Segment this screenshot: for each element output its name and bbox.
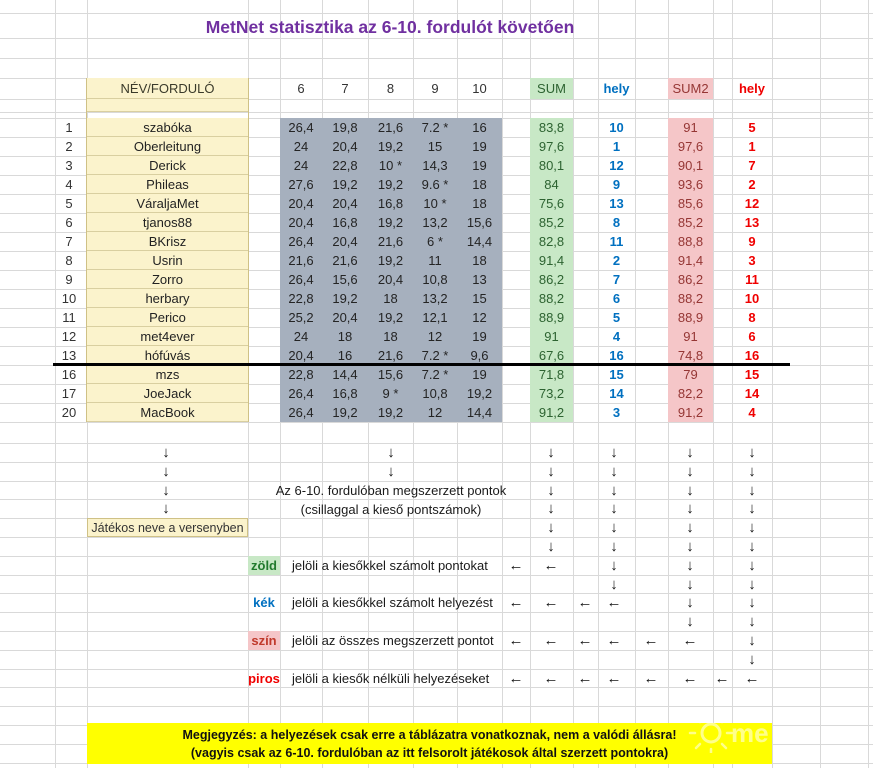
round6-cell[interactable]: 20,4 (288, 196, 314, 211)
row-rank-label: 3 (65, 158, 73, 173)
player-name-cell[interactable]: Oberleitung (87, 137, 248, 156)
down-arrow-icon: ↓ (610, 538, 618, 555)
row-rank-label: 2 (65, 139, 73, 154)
round8-cell[interactable]: 19,2 (377, 177, 404, 192)
hely-cell[interactable]: 6 (612, 291, 621, 306)
down-arrow-icon: ↓ (686, 594, 694, 612)
round9-cell[interactable]: 10,8 (422, 386, 448, 401)
round10-cell[interactable]: 14,4 (466, 234, 493, 249)
down-arrow-icon: ↓ (547, 538, 555, 555)
round7-cell[interactable]: 20,4 (332, 196, 358, 211)
watermark-text: me (731, 718, 769, 748)
sum-cell[interactable]: 71,8 (538, 367, 565, 382)
round7-cell[interactable]: 15,6 (332, 272, 358, 287)
sum2-cell[interactable]: 88,2 (677, 291, 704, 306)
round6-cell[interactable]: 20,4 (288, 215, 314, 230)
round6-cell[interactable]: 22,8 (288, 291, 314, 306)
player-name-cell[interactable]: Perico (87, 308, 248, 327)
left-arrow-icon: ← (508, 669, 524, 687)
hely-header[interactable]: hely (603, 81, 630, 96)
legend-chip-piros: piros (248, 671, 280, 686)
hely-cell[interactable]: 16 (609, 348, 624, 363)
down-arrow-icon: ↓ (162, 444, 170, 461)
round9-header[interactable]: 9 (431, 81, 439, 96)
round10-cell[interactable]: 9,6 (470, 348, 489, 363)
sum-header[interactable]: SUM (530, 78, 573, 99)
down-arrow-icon: ↓ (162, 500, 170, 518)
down-arrow-icon: ↓ (547, 519, 555, 537)
table-row (0, 289, 873, 308)
round8-cell[interactable]: 18 (383, 291, 398, 306)
row-rank-label: 10 (61, 291, 77, 306)
round10-cell[interactable]: 18 (472, 196, 487, 211)
round6-cell[interactable]: 24 (293, 329, 309, 344)
round7-cell[interactable]: 16 (337, 348, 353, 363)
round7-cell[interactable]: 20,4 (332, 139, 358, 154)
round6-cell[interactable]: 24 (293, 139, 309, 154)
down-arrow-icon: ↓ (748, 519, 756, 537)
round10-cell[interactable]: 19 (472, 158, 487, 173)
down-arrow-icon: ↓ (162, 481, 170, 499)
sum2-cell[interactable]: 88,9 (677, 310, 704, 325)
sum-cell[interactable]: 88,9 (538, 310, 565, 325)
hely2-cell[interactable]: 7 (748, 158, 756, 173)
gridline (0, 13, 873, 14)
sum2-cell[interactable]: 85,2 (677, 215, 704, 230)
round8-cell[interactable]: 18 (383, 329, 398, 344)
hely-cell[interactable]: 10 (609, 120, 624, 135)
hely2-cell[interactable]: 10 (744, 291, 760, 306)
down-arrow-icon: ↓ (610, 444, 618, 461)
hely-cell[interactable]: 11 (609, 234, 624, 249)
table-row (0, 156, 873, 175)
hely-cell[interactable]: 2 (612, 253, 621, 268)
round7-cell[interactable]: 19,8 (332, 120, 358, 135)
left-arrow-icon: ← (714, 669, 730, 687)
down-arrow-icon: ↓ (748, 481, 756, 499)
hely2-header[interactable]: hely (738, 81, 765, 96)
left-arrow-icon: ← (508, 556, 524, 574)
hely-cell[interactable]: 3 (612, 405, 621, 420)
sum2-cell[interactable]: 91,2 (677, 405, 704, 420)
round9-cell[interactable]: 12,1 (422, 310, 448, 325)
legend-chip-szin: szín (248, 631, 280, 650)
down-arrow-icon: ↓ (686, 538, 694, 555)
legend-text-szin: jelöli az összes megszerzett pontot (292, 633, 494, 648)
hely2-cell[interactable]: 11 (745, 272, 759, 287)
round7-cell[interactable]: 19,2 (332, 405, 358, 420)
hely2-cell[interactable]: 14 (744, 386, 760, 401)
round9-cell[interactable]: 9.6 * (421, 177, 449, 192)
hely-cell[interactable]: 5 (612, 310, 621, 325)
down-arrow-icon: ↓ (748, 462, 756, 480)
down-arrow-icon: ↓ (686, 462, 694, 480)
round8-cell[interactable]: 19,2 (377, 310, 404, 325)
down-arrow-icon: ↓ (748, 613, 756, 631)
down-arrow-icon: ↓ (547, 444, 555, 461)
player-name-cell[interactable]: BKrisz (87, 232, 248, 251)
round8-cell[interactable]: 15,6 (377, 367, 404, 382)
round9-cell[interactable]: 13,2 (422, 291, 448, 306)
down-arrow-icon: ↓ (387, 462, 395, 480)
row-rank-label: 1 (65, 120, 73, 135)
sum2-cell[interactable]: 90,1 (677, 158, 704, 173)
player-name-cell[interactable]: VáraljaMet (87, 194, 248, 213)
legend-text-piros: jelöli a kiesők nélküli helyezéseket (292, 671, 490, 686)
left-arrow-icon: ← (682, 632, 698, 649)
hely-cell[interactable]: 9 (612, 177, 621, 192)
sum-cell[interactable]: 85,2 (538, 215, 565, 230)
sum-cell[interactable]: 84 (544, 177, 559, 192)
round9-cell[interactable]: 13,2 (422, 215, 448, 230)
round8-cell[interactable]: 20,4 (377, 272, 404, 287)
hely-cell[interactable]: 1 (612, 139, 621, 154)
round7-cell[interactable]: 21,6 (332, 253, 358, 268)
round10-header[interactable]: 10 (472, 81, 487, 96)
row-rank-label: 9 (65, 272, 73, 287)
down-arrow-icon: ↓ (547, 462, 555, 480)
down-arrow-icon: ↓ (547, 481, 555, 499)
sum-cell[interactable]: 91,2 (538, 405, 565, 420)
round9-cell[interactable]: 12 (427, 405, 443, 420)
down-arrow-icon: ↓ (610, 500, 618, 518)
sum2-cell[interactable]: 85,6 (677, 196, 704, 211)
sum2-cell[interactable]: 91,4 (677, 253, 704, 268)
table-row (0, 365, 873, 384)
left-arrow-icon: ← (744, 669, 760, 687)
down-arrow-icon: ↓ (387, 444, 395, 461)
round10-cell[interactable]: 18 (472, 253, 487, 268)
down-arrow-icon: ↓ (748, 594, 756, 612)
down-arrow-icon: ↓ (748, 444, 756, 461)
round7-cell[interactable]: 16,8 (332, 215, 358, 230)
name-column-header[interactable]: NÉV/FORDULÓ (87, 78, 248, 99)
table-row (0, 118, 873, 137)
down-arrow-icon: ↓ (547, 500, 555, 518)
sum-cell[interactable]: 97,6 (538, 139, 565, 154)
round9-cell[interactable]: 11 (428, 253, 442, 268)
hely-cell[interactable]: 7 (612, 272, 621, 287)
round8-cell[interactable]: 21,6 (377, 234, 404, 249)
round8-cell[interactable]: 21,6 (377, 348, 404, 363)
player-name-cell[interactable]: JoeJack (87, 384, 248, 403)
round7-header[interactable]: 7 (341, 81, 349, 96)
page-title: MetNet statisztika az 6-10. fordulót követően (205, 17, 575, 37)
round8-cell[interactable]: 19,2 (377, 253, 404, 268)
down-arrow-icon: ↓ (748, 556, 756, 574)
round10-cell[interactable]: 19 (472, 367, 487, 382)
hely2-cell[interactable]: 2 (748, 177, 756, 192)
left-arrow-icon: ← (682, 669, 698, 687)
row-rank-label: 4 (65, 177, 73, 192)
round6-cell[interactable]: 26,4 (288, 405, 314, 420)
row-rank-label: 13 (61, 348, 77, 363)
round8-header[interactable]: 8 (386, 81, 395, 96)
left-arrow-icon: ← (543, 632, 559, 649)
hely-cell[interactable]: 13 (609, 196, 624, 211)
sum2-cell[interactable]: 91 (683, 329, 698, 344)
sum2-cell[interactable]: 82,2 (677, 386, 704, 401)
down-arrow-icon: ↓ (748, 650, 756, 668)
left-arrow-icon: ← (543, 594, 559, 612)
table-row (0, 384, 873, 403)
sum-cell[interactable]: 67,6 (538, 348, 565, 363)
table-row (0, 213, 873, 232)
sum2-cell[interactable]: 74,8 (677, 348, 704, 363)
sum2-cell[interactable]: 88,8 (677, 234, 704, 249)
down-arrow-icon: ↓ (610, 575, 618, 593)
round10-cell[interactable]: 14,4 (466, 405, 493, 420)
round8-cell[interactable]: 21,6 (377, 120, 404, 135)
hely2-cell[interactable]: 4 (748, 405, 756, 420)
down-arrow-icon: ↓ (686, 481, 694, 499)
hely-cell[interactable]: 4 (612, 329, 621, 344)
player-name-cell[interactable]: herbary (87, 289, 248, 308)
round10-cell[interactable]: 12 (472, 310, 487, 325)
sum2-cell[interactable]: 97,6 (677, 139, 704, 154)
left-arrow-icon: ← (577, 669, 593, 687)
sum2-cell[interactable]: 79 (683, 367, 698, 382)
round7-cell[interactable]: 20,4 (332, 310, 358, 325)
round8-cell[interactable]: 19,2 (377, 215, 404, 230)
sum2-cell[interactable]: 91 (683, 120, 698, 135)
round10-cell[interactable]: 13 (472, 272, 487, 287)
round8-cell[interactable]: 19,2 (377, 405, 404, 420)
hely2-cell[interactable]: 6 (748, 329, 756, 344)
round7-cell[interactable]: 16,8 (332, 386, 358, 401)
round10-cell[interactable]: 15 (472, 291, 487, 306)
player-name-cell[interactable]: szabóka (87, 118, 248, 137)
row-rank-label: 6 (65, 215, 73, 230)
round9-cell[interactable]: 14,3 (422, 158, 448, 173)
footer-note (87, 723, 772, 764)
round8-cell[interactable]: 16,8 (377, 196, 404, 211)
round6-cell[interactable]: 25,2 (288, 310, 314, 325)
round7-cell[interactable]: 22,8 (332, 158, 358, 173)
left-arrow-icon: ← (543, 669, 559, 687)
gridline (0, 706, 873, 707)
down-arrow-icon: ↓ (610, 481, 618, 499)
legend-chip-kek: kék (253, 595, 275, 610)
player-name-cell[interactable]: Usrin (87, 251, 248, 270)
footer-note-line1: Megjegyzés: a helyezések csak erre a táblázatra vonatkoznak, nem a valódi állásra! (182, 728, 677, 742)
player-name-cell[interactable]: Zorro (87, 270, 248, 289)
down-arrow-icon: ↓ (748, 538, 756, 555)
table-row (0, 194, 873, 213)
legend-text-zold: jelöli a kiesőkkel számolt pontokat (292, 558, 488, 573)
player-name-cell[interactable]: hófúvás (87, 346, 248, 365)
sum-cell[interactable]: 83,8 (538, 120, 565, 135)
hely2-cell[interactable]: 5 (748, 120, 756, 135)
left-arrow-icon: ← (508, 632, 524, 649)
table-row (0, 232, 873, 251)
cutoff-line (53, 363, 790, 366)
round9-cell[interactable]: 10 * (423, 196, 447, 211)
round8-cell[interactable]: 10 * (378, 158, 403, 173)
round9-cell[interactable]: 6 * (427, 234, 443, 249)
left-arrow-icon: ← (643, 632, 659, 649)
round8-cell[interactable]: 19,2 (377, 139, 404, 154)
down-arrow-icon: ↓ (686, 575, 694, 593)
left-arrow-icon: ← (508, 594, 524, 612)
hely2-cell[interactable]: 13 (744, 215, 760, 230)
round6-cell[interactable]: 26,4 (288, 120, 314, 135)
hely2-cell[interactable]: 12 (744, 196, 760, 211)
sum-cell[interactable]: 73,2 (538, 386, 565, 401)
left-arrow-icon: ← (606, 632, 622, 649)
hely-cell[interactable]: 12 (609, 158, 624, 173)
gridline (0, 58, 873, 59)
round8-cell[interactable]: 9 * (382, 386, 399, 401)
hely2-cell[interactable]: 3 (748, 253, 756, 268)
round10-cell[interactable]: 18 (472, 177, 487, 192)
round6-cell[interactable]: 27,6 (288, 177, 314, 192)
round7-cell[interactable]: 14,4 (332, 367, 358, 382)
row-rank-label: 8 (65, 253, 73, 268)
round10-cell[interactable]: 19,2 (466, 386, 493, 401)
round6-cell[interactable]: 26,4 (288, 234, 314, 249)
round7-cell[interactable]: 19,2 (332, 291, 358, 306)
sum-cell[interactable]: 86,2 (538, 272, 565, 287)
sum-cell[interactable]: 91,4 (538, 253, 565, 268)
row-rank-label: 20 (61, 405, 77, 420)
round6-cell[interactable]: 21,6 (288, 253, 314, 268)
sum-cell[interactable]: 91 (544, 329, 559, 344)
hely2-cell[interactable]: 16 (744, 348, 760, 363)
sum-cell[interactable]: 75,6 (538, 196, 565, 211)
player-name-note: Játékos neve a versenyben (87, 518, 248, 537)
row-rank-label: 7 (65, 234, 73, 249)
down-arrow-icon: ↓ (748, 500, 756, 518)
round9-cell[interactable]: 7.2 * (421, 348, 449, 363)
round9-cell[interactable]: 15 (427, 139, 443, 154)
player-name-cell[interactable]: tjanos88 (87, 213, 248, 232)
round10-cell[interactable]: 19 (472, 329, 487, 344)
player-name-cell[interactable]: Derick (87, 156, 248, 175)
player-name-cell[interactable]: mzs (87, 365, 248, 384)
down-arrow-icon: ↓ (610, 519, 618, 537)
left-arrow-icon: ← (543, 556, 559, 574)
rounds-note-line1: Az 6-10. fordulóban megszerzett pontok (275, 483, 507, 498)
table-row (0, 327, 873, 346)
hely2-cell[interactable]: 15 (744, 367, 760, 382)
left-arrow-icon: ← (606, 594, 622, 612)
table-row (0, 308, 873, 327)
name-column-empty-cell[interactable] (87, 99, 248, 112)
row-rank-label: 12 (61, 329, 77, 344)
rounds-note-line2: (csillaggal a kieső pontszámok) (300, 502, 482, 517)
round9-cell[interactable]: 10,8 (422, 272, 448, 287)
row-rank-label: 5 (65, 196, 73, 211)
sum2-header[interactable]: SUM2 (668, 78, 713, 99)
round6-cell[interactable]: 26,4 (288, 386, 314, 401)
sum-cell[interactable]: 80,1 (538, 158, 565, 173)
round9-cell[interactable]: 7.2 * (421, 367, 449, 382)
down-arrow-icon: ↓ (686, 500, 694, 518)
down-arrow-icon: ↓ (610, 462, 618, 480)
player-name-cell[interactable]: met4ever (87, 327, 248, 346)
down-arrow-icon: ↓ (748, 575, 756, 593)
hely2-cell[interactable]: 8 (748, 310, 756, 325)
down-arrow-icon: ↓ (686, 556, 694, 574)
player-name-cell[interactable]: Phileas (87, 175, 248, 194)
sum2-cell[interactable]: 86,2 (677, 272, 704, 287)
sum2-cell[interactable]: 93,6 (677, 177, 704, 192)
round10-cell[interactable]: 16 (472, 120, 487, 135)
footer-note-line2: (vagyis csak az 6-10. fordulóban az itt felsorolt játékosok által szerzett pontokra) (190, 746, 669, 760)
round6-cell[interactable]: 20,4 (288, 348, 314, 363)
legend-chip-zold: zöld (248, 556, 280, 575)
hely-cell[interactable]: 8 (612, 215, 621, 230)
player-name-cell[interactable]: MacBook (87, 403, 248, 422)
row-rank-label: 17 (61, 386, 77, 401)
down-arrow-icon: ↓ (686, 444, 694, 461)
hely2-cell[interactable]: 1 (748, 139, 756, 154)
sum-cell[interactable]: 82,8 (538, 234, 565, 249)
left-arrow-icon: ← (577, 632, 593, 649)
sum-cell[interactable]: 88,2 (538, 291, 565, 306)
down-arrow-icon: ↓ (686, 613, 694, 631)
table-row (0, 270, 873, 289)
round10-cell[interactable]: 15,6 (466, 215, 493, 230)
metnet-sun-logo-watermark (687, 709, 782, 753)
gridline (0, 422, 873, 423)
down-arrow-icon: ↓ (610, 556, 618, 574)
left-arrow-icon: ← (606, 669, 622, 687)
hely-cell[interactable]: 14 (609, 386, 624, 401)
sun-icon (687, 709, 782, 753)
row-rank-label: 16 (61, 367, 77, 382)
round7-cell[interactable]: 18 (337, 329, 353, 344)
table-row (0, 175, 873, 194)
table-row (0, 251, 873, 270)
left-arrow-icon: ← (643, 669, 659, 687)
round6-header[interactable]: 6 (297, 81, 305, 96)
down-arrow-icon: ↓ (686, 519, 694, 537)
round7-cell[interactable]: 20,4 (332, 234, 358, 249)
hely-cell[interactable]: 15 (609, 367, 624, 382)
round6-cell[interactable]: 24 (293, 158, 309, 173)
down-arrow-icon: ↓ (748, 632, 756, 649)
round6-cell[interactable]: 22,8 (288, 367, 314, 382)
round9-cell[interactable]: 7.2 * (421, 120, 449, 135)
round10-cell[interactable]: 19 (472, 139, 487, 154)
legend-text-kek: jelöli a kiesőkkel számolt helyezést (292, 595, 493, 610)
table-row (0, 403, 873, 422)
down-arrow-icon: ↓ (162, 462, 170, 480)
left-arrow-icon: ← (577, 594, 593, 612)
hely2-cell[interactable]: 9 (748, 234, 756, 249)
round6-cell[interactable]: 26,4 (288, 272, 314, 287)
table-row (0, 137, 873, 156)
round7-cell[interactable]: 19,2 (332, 177, 358, 192)
row-rank-label: 11 (62, 310, 76, 325)
round9-cell[interactable]: 12 (427, 329, 443, 344)
